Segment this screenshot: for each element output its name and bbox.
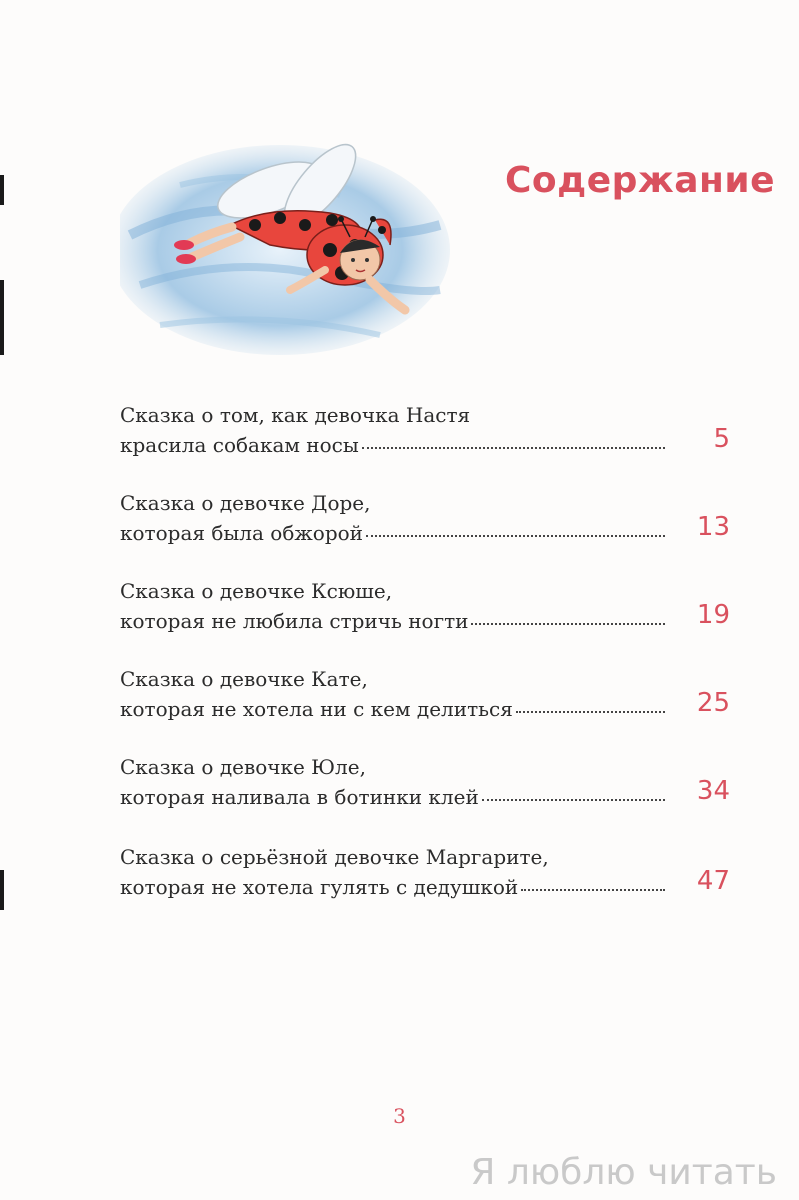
dot-leader xyxy=(366,534,665,537)
dot-leader xyxy=(482,798,665,801)
toc-entry[interactable] xyxy=(120,402,730,466)
toc-entry-subtitle: которая не хотела ни с кем делиться xyxy=(120,697,513,721)
toc-entry-title: Сказка о девочке Доре, xyxy=(120,491,371,515)
toc-entry[interactable] xyxy=(120,666,730,730)
toc-page-number: 19 xyxy=(696,600,730,630)
page-number: 3 xyxy=(393,1104,406,1128)
toc-page-number: 34 xyxy=(696,776,730,806)
toc-entry[interactable] xyxy=(120,844,730,908)
toc-entry-title: Сказка о серьёзной девочке Маргарите, xyxy=(120,845,549,869)
dot-leader xyxy=(516,710,665,713)
toc-entry-title: Сказка о девочке Ксюше, xyxy=(120,579,393,603)
dot-leader xyxy=(362,446,665,449)
watermark: Я люблю читать xyxy=(470,1152,777,1193)
toc-entry-subtitle: которая была обжорой xyxy=(120,521,363,545)
toc-entry-title: Сказка о том, как девочка Настя xyxy=(120,403,471,427)
toc-page-number: 47 xyxy=(696,866,730,896)
dot-leader xyxy=(471,622,665,625)
page-edge-mark xyxy=(0,870,4,910)
toc-entry-subtitle: которая не любила стричь ногти xyxy=(120,609,469,633)
page-edge-mark xyxy=(0,280,4,355)
toc-entry[interactable] xyxy=(120,754,730,818)
toc-entry-title: Сказка о девочке Кате, xyxy=(120,667,368,691)
toc-entry-subtitle: красила собакам носы xyxy=(120,433,359,457)
toc-entry[interactable] xyxy=(120,578,730,642)
toc-entry-title: Сказка о девочке Юле, xyxy=(120,755,366,779)
toc-entry-subtitle: которая не хотела гулять с дедушкой xyxy=(120,875,519,899)
page-title: Содержание xyxy=(505,160,776,201)
toc-entry-subtitle: которая наливала в ботинки клей xyxy=(120,785,479,809)
page-edge-mark xyxy=(0,175,4,205)
ladybug-girl-illustration xyxy=(120,125,450,355)
toc-entry[interactable] xyxy=(120,490,730,554)
toc-page-number: 25 xyxy=(696,688,730,718)
toc-page-number: 5 xyxy=(713,424,730,454)
toc-page-number: 13 xyxy=(696,512,730,542)
dot-leader xyxy=(521,888,665,891)
